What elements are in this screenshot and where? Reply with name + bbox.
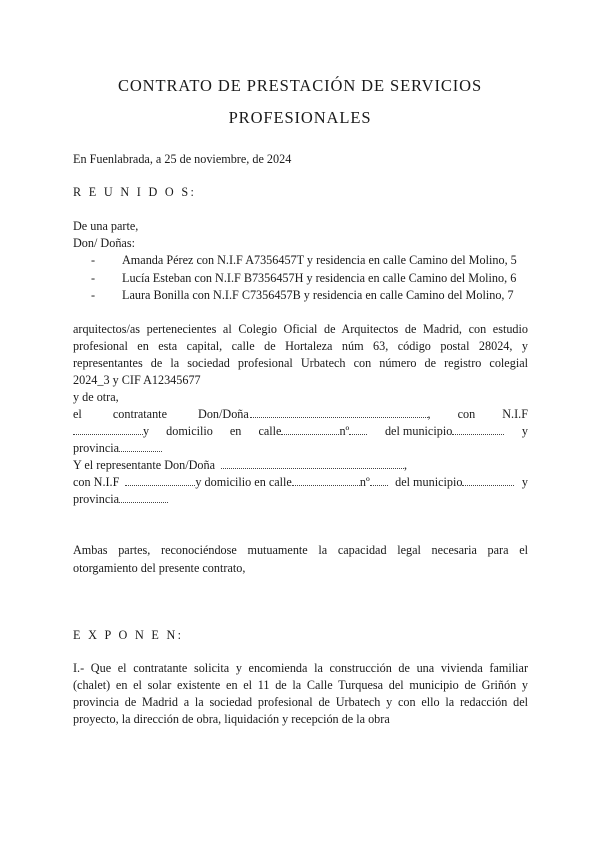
representante-suffix: , xyxy=(404,458,408,472)
exponen-I-line-2: (chalet) en el solar existente en el 11 de la Calle Turquesa del municipio de Griñón y xyxy=(73,678,528,692)
contratante-number-blank[interactable] xyxy=(349,425,367,435)
party-text: Lucía Esteban con N.I.F B7356457H y residencia en calle Camino del Molino, 6 xyxy=(122,271,517,285)
contratante-provincia-blank[interactable] xyxy=(119,442,162,452)
party-text: Laura Bonilla con N.I.F C7356457B y residencia en calle Camino del Molino, 7 xyxy=(122,288,514,302)
contratante-name-group xyxy=(250,407,528,422)
party-list-item xyxy=(91,271,516,286)
party-text: Amanda Pérez con N.I.F A7356457T y residencia en calle Camino del Molino, 5 xyxy=(122,253,517,267)
representante-number-blank[interactable] xyxy=(370,476,388,486)
contratante-nif-blank[interactable] xyxy=(73,425,143,435)
contratante-municipio-group xyxy=(385,424,504,439)
representante-street-blank[interactable] xyxy=(292,476,360,486)
representante-nif-label: con N.I.F xyxy=(73,475,120,489)
bullet-dash: - xyxy=(91,271,96,285)
ambas-partes-line-2: otorgamiento del presente contrato, xyxy=(73,561,246,575)
contract-title-line-1: CONTRATO DE PRESTACIÓN DE SERVICIOS xyxy=(117,76,483,95)
reunidos-heading: R E U N I D O S: xyxy=(73,185,197,199)
architects-line-4: 2024_3 y CIF A12345677 xyxy=(73,373,201,387)
bullet-dash: - xyxy=(91,253,96,267)
representante-municipio-group xyxy=(395,475,514,490)
contratante-line-2 xyxy=(73,424,528,439)
architects-line-3: representantes de la sociedad profesional Urbatech con número de registro colegial xyxy=(73,356,528,370)
y-de-otra: y de otra, xyxy=(73,390,119,404)
representante-numero-label: nº xyxy=(359,475,370,489)
contratante-suffix: , con N.I.F xyxy=(427,407,528,421)
contratante-nif-group xyxy=(73,424,367,439)
architects-line-2: profesional en esta capital, calle de Hortaleza núm 63, código postal 28024, y xyxy=(73,339,528,353)
bullet-dash: - xyxy=(91,288,96,302)
representante-domicilio-label: y domicilio en calle xyxy=(195,475,292,489)
party-list-item xyxy=(91,253,517,268)
representante-provincia-label: provincia xyxy=(73,492,120,506)
representante-line-3 xyxy=(73,492,168,507)
representante-line-2 xyxy=(73,475,528,490)
representante-nif-blank[interactable] xyxy=(125,476,195,486)
contratante-prefix: el contratante Don/Doña xyxy=(73,407,249,421)
don-donas-label: Don/ Doñas: xyxy=(73,236,135,250)
contratante-municipio-label: del municipio xyxy=(384,424,453,438)
contratante-line-3 xyxy=(73,441,162,456)
architects-line-1: arquitectos/as pertenecientes al Colegio Oficial de Arquitectos de Madrid, con estudio xyxy=(73,322,528,336)
de-una-parte: De una parte, xyxy=(73,219,139,233)
representante-y: y xyxy=(521,475,528,489)
contratante-line-1 xyxy=(73,407,528,422)
contratante-numero-label: nº xyxy=(339,424,350,438)
contract-title-line-2: PROFESIONALES xyxy=(228,108,372,127)
contratante-domicilio-label: y domicilio en calle xyxy=(143,424,282,438)
exponen-I-line-1: I.- Que el contratante solicita y encomienda la construcción de una vivienda familiar xyxy=(73,661,528,675)
contratante-municipio-blank[interactable] xyxy=(452,425,504,435)
exponen-I-line-3: provincia de Madrid a la sociedad profesional de Urbatech y con ello la redacción del xyxy=(73,695,528,709)
place-date: En Fuenlabrada, a 25 de noviembre, de 2024 xyxy=(73,152,292,166)
contratante-name-blank[interactable] xyxy=(250,408,428,418)
ambas-partes-line-1: Ambas partes, reconociéndose mutuamente la capacidad legal necesaria para el xyxy=(73,543,528,557)
party-list-item xyxy=(91,288,514,303)
representante-prefix: Y el representante Don/Doña xyxy=(73,458,216,472)
contratante-provincia-label: provincia xyxy=(73,441,120,455)
representante-name-blank[interactable] xyxy=(221,459,404,469)
representante-nif-group xyxy=(73,475,388,490)
contratante-y: y xyxy=(521,424,528,438)
exponen-I-line-4: proyecto, la dirección de obra, liquidación y recepción de la obra xyxy=(73,712,390,726)
exponen-heading: E X P O N E N: xyxy=(73,628,184,642)
representante-line-1 xyxy=(73,458,407,473)
contratante-street-blank[interactable] xyxy=(281,425,339,435)
representante-municipio-label: del municipio xyxy=(395,475,463,489)
representante-municipio-blank[interactable] xyxy=(462,476,514,486)
representante-provincia-blank[interactable] xyxy=(119,493,168,503)
